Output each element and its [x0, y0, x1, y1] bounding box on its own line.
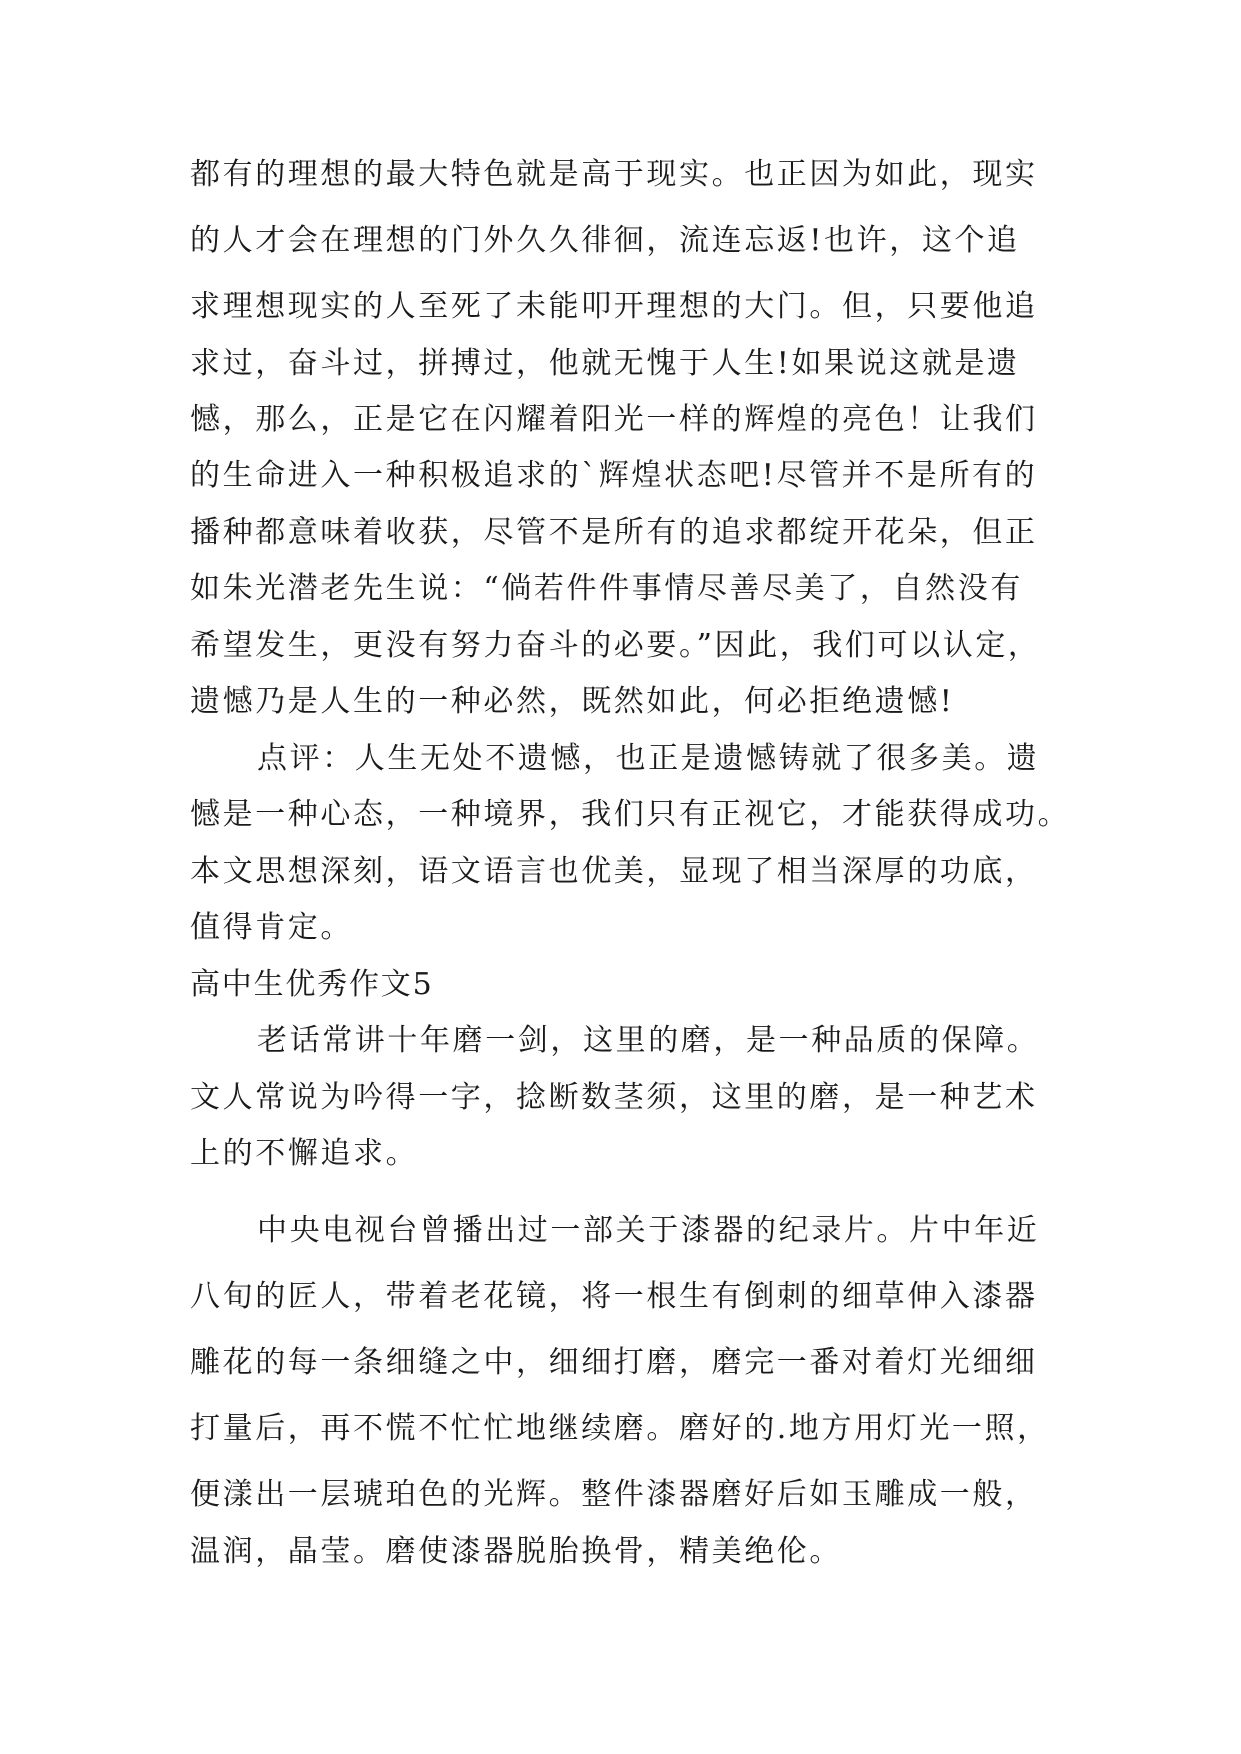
text-line: 便漾出一层琥珀色的光辉。整件漆器磨好后如玉雕成一般， — [190, 1477, 1038, 1512]
text-line: 的生命进入一种积极追求的`辉煌状态吧!尽管并不是所有的 — [190, 458, 1038, 493]
text-line: 老话常讲十年磨一剑，这里的磨，是一种品质的保障。 — [257, 1023, 1040, 1058]
text-line: 都有的理想的最大特色就是高于现实。也正因为如此，现实 — [190, 157, 1038, 192]
text-line: 播种都意味着收获，尽管不是所有的追求都绽开花朵，但正 — [190, 515, 1038, 550]
text-line: 求理想现实的人至死了未能叩开理想的大门。但，只要他追 — [190, 289, 1038, 324]
text-line: 憾是一种心态，一种境界，我们只有正视它，才能获得成功。 — [190, 797, 1071, 832]
text-line: 打量后，再不慌不忙忙地继续磨。磨好的.地方用灯光一照， — [190, 1411, 1050, 1446]
section-heading: 高中生优秀作文5 — [190, 967, 434, 1002]
text-line: 憾，那么，正是它在闪耀着阳光一样的辉煌的亮色！让我们 — [190, 402, 1038, 437]
text-line: 温润，晶莹。磨使漆器脱胎换骨，精美绝伦。 — [190, 1534, 842, 1569]
text-line: 八旬的匠人，带着老花镜，将一根生有倒刺的细草伸入漆器 — [190, 1279, 1038, 1314]
text-line: 求过，奋斗过，拼搏过，他就无愧于人生!如果说这就是遗 — [190, 346, 1020, 381]
text-line: 中央电视台曾播出过一部关于漆器的纪录片。片中年近 — [257, 1213, 1040, 1248]
text-line: 值得肯定。 — [190, 910, 353, 945]
text-line: 雕花的每一条细缝之中，细细打磨，磨完一番对着灯光细细 — [190, 1345, 1038, 1380]
text-line: 遗憾乃是人生的一种必然，既然如此，何必拒绝遗憾! — [190, 684, 955, 719]
text-line: 上的不懈追求。 — [190, 1136, 419, 1171]
text-line: 如朱光潜老先生说：“倘若件件事情尽善尽美了，自然没有 — [190, 571, 1023, 606]
text-line: 本文思想深刻，语文语言也优美，显现了相当深厚的功底， — [190, 854, 1038, 889]
text-line: 的人才会在理想的门外久久徘徊，流连忘返!也许，这个追 — [190, 223, 1020, 258]
text-line: 希望发生，更没有努力奋斗的必要。”因此，我们可以认定， — [190, 628, 1041, 663]
text-line: 文人常说为吟得一字，捻断数茎须，这里的磨，是一种艺术 — [190, 1080, 1038, 1115]
text-line: 点评：人生无处不遗憾，也正是遗憾铸就了很多美。遗 — [257, 741, 1040, 776]
